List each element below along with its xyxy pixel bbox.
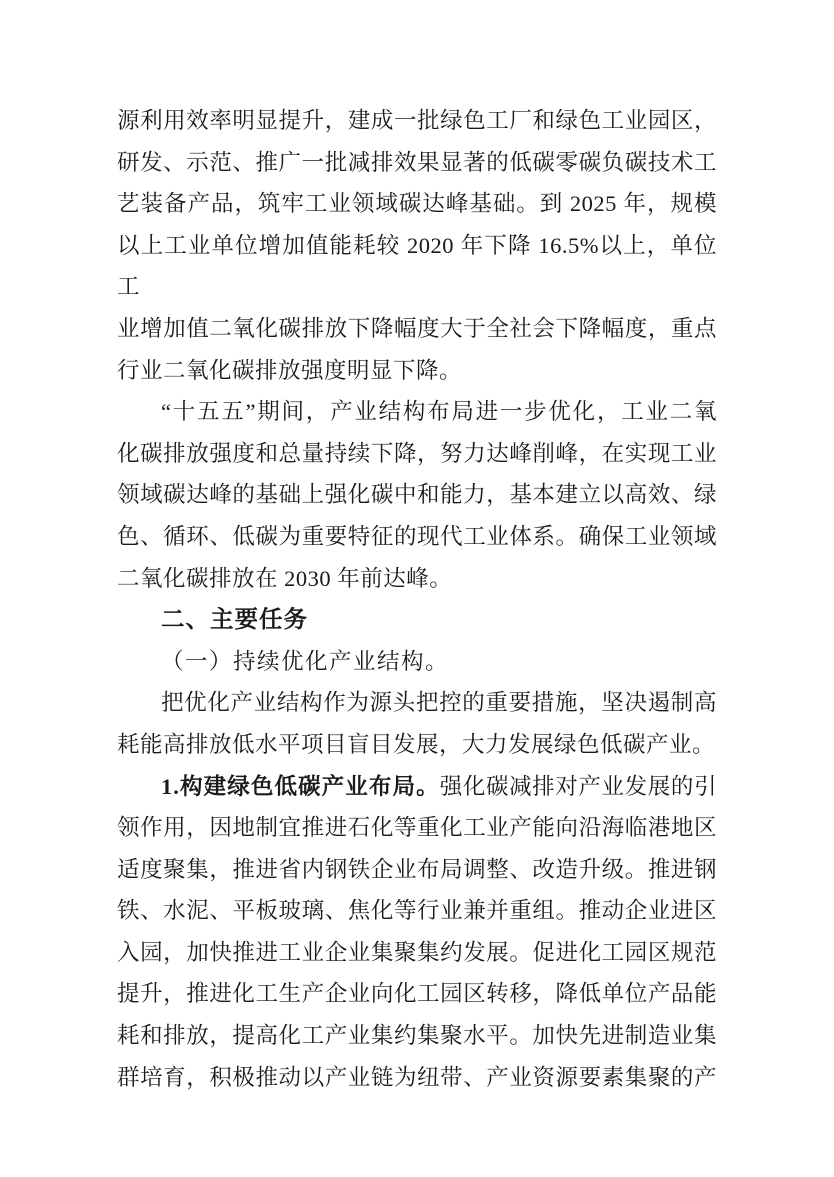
body-line: 以上工业单位增加值能耗较 2020 年下降 16.5%以上，单位工: [117, 232, 717, 300]
paragraph-end-line: 二氧化碳排放在 2030 年前达峰。: [117, 565, 453, 591]
numbered-item-title: 1.构建绿色低碳产业布局。: [161, 773, 440, 799]
body-line: 入园，加快推进工业企业集聚集约发展。促进化工园区规范: [117, 939, 717, 965]
body-line: 耗和排放，提高化工产业集约集聚水平。加快先进制造业集: [117, 1023, 717, 1049]
numbered-item-line: [117, 766, 717, 808]
body-line: 色、循环、低碳为重要特征的现代工业体系。确保工业领域: [117, 523, 717, 549]
paragraph-end-line: 行业二氧化碳排放强度明显下降。: [117, 357, 463, 383]
body-line: 群培育，积极推动以产业链为纽带、产业资源要素集聚的产: [117, 1064, 717, 1090]
paragraph-start-line: 把优化产业结构作为源头把控的重要措施，坚决遏制高: [161, 690, 717, 716]
body-line: 领域碳达峰的基础上强化碳中和能力，基本建立以高效、绿: [117, 482, 717, 508]
body-line: 研发、示范、推广一批减排效果显著的低碳零碳负碳技术工: [117, 149, 717, 175]
page-text-block: [117, 100, 717, 1098]
body-line: 适度聚集，推进省内钢铁企业布局调整、改造升级。推进钢: [117, 856, 717, 882]
body-line: 领作用，因地制宜推进石化等重化工业产能向沿海临港地区: [117, 815, 717, 841]
body-line: 化碳排放强度和总量持续下降，努力达峰削峰，在实现工业: [117, 440, 717, 466]
paragraph-start-line: “十五五”期间，产业结构布局进一步优化，工业二氧: [161, 399, 717, 425]
body-line: 源利用效率明显提升，建成一批绿色工厂和绿色工业园区，: [117, 108, 717, 133]
body-line: 艺装备产品，筑牢工业领域碳达峰基础。到 2025 年，规模: [117, 191, 717, 217]
section-heading: 二、主要任务: [161, 606, 308, 633]
numbered-item-text: 强化碳减排对产业发展的引: [439, 773, 717, 799]
subsection-heading: （一）持续优化产业结构。: [161, 648, 450, 674]
body-line: 提升，推进化工生产企业向化工园区转移，降低单位产品能: [117, 981, 717, 1007]
body-line: 铁、水泥、平板玻璃、焦化等行业兼并重组。推动企业进区: [117, 898, 717, 924]
body-line: 业增加值二氧化碳排放下降幅度大于全社会下降幅度，重点: [117, 315, 717, 341]
paragraph-end-line: 耗能高排放低水平项目盲目发展，大力发展绿色低碳产业。: [117, 731, 716, 757]
